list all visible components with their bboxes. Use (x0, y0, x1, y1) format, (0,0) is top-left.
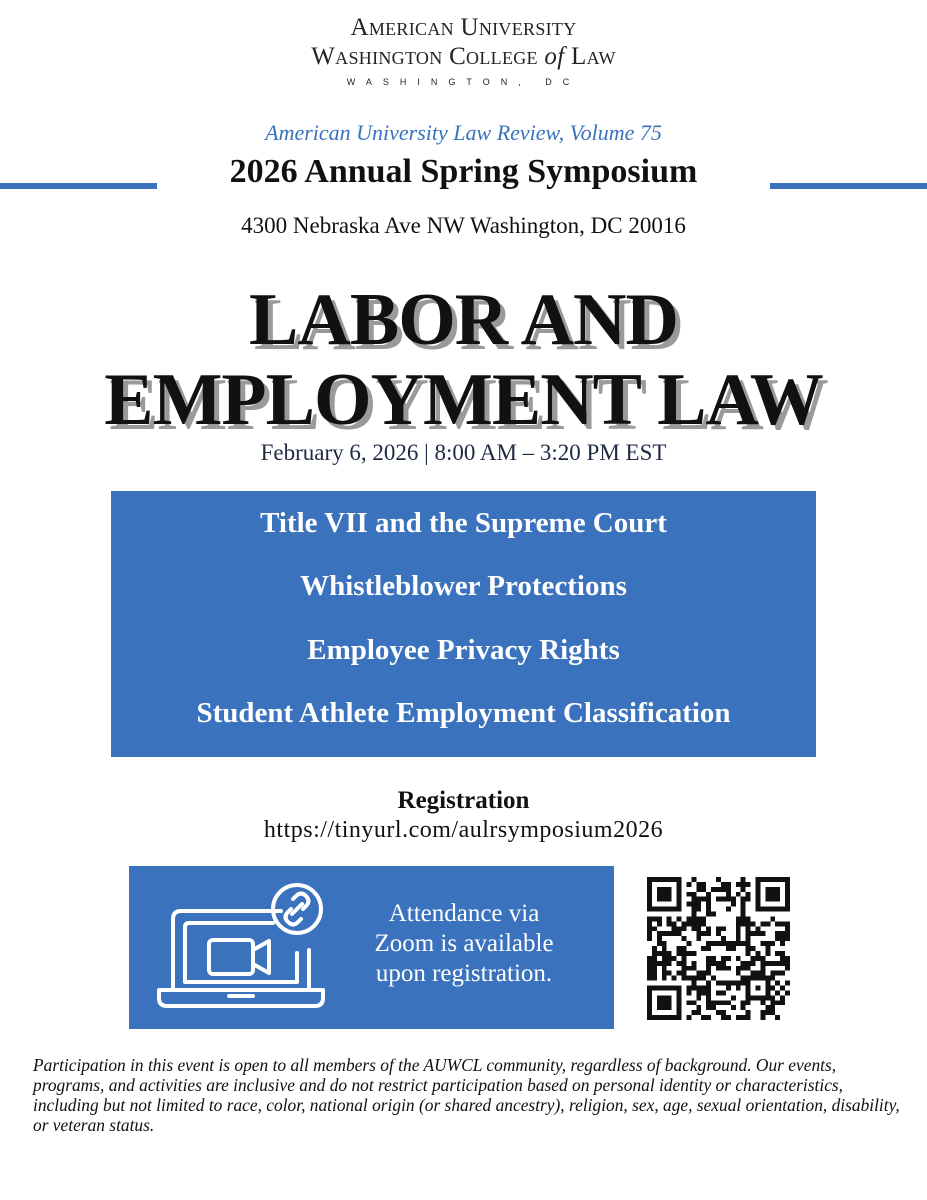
event-date-time: February 6, 2026 | 8:00 AM – 3:20 PM EST (260, 440, 667, 465)
registration-link[interactable]: https://tinyurl.com/aulrsymposium2026 (263, 817, 664, 843)
venue-address: 4300 Nebraska Ave NW Washington, DC 20016 (241, 213, 686, 238)
law-review-volume: American University Law Review, Volume 75 (265, 120, 662, 145)
topic-item: Title VII and the Supreme Court (260, 507, 667, 539)
topics-panel (111, 491, 816, 757)
inclusion-notice: Participation in this event is open to all members of the AUWCL community, regardless of background. Our events, programs, and activities are inclusive and do not restrict participation based on personal identity or characteristics, including but not limited to race, color, national origin (or shared ancestry), religion, sex, age, sexual orientation, disability, or veteran status. (33, 1055, 900, 1135)
qr-code-icon[interactable] (647, 877, 790, 1020)
topic-item: Whistleblower Protections (300, 570, 627, 602)
registration-label: Registration (397, 787, 530, 814)
symposium-title-text: 2026 Annual Spring Symposium (216, 153, 712, 190)
logo-college-of: of (544, 43, 565, 70)
logo-college-main: Washington College (311, 43, 538, 70)
zoom-text-line-1: Attendance via (388, 900, 540, 927)
topic-item: Employee Privacy Rights (307, 634, 620, 666)
headline-line-2: EMPLOYMENT LAW (104, 359, 823, 441)
topic-item: Student Athlete Employment Classification (196, 697, 731, 729)
logo-location: WASHINGTON, DC (346, 77, 581, 87)
zoom-attendance-panel (129, 866, 614, 1029)
laptop-video-link-icon (151, 878, 331, 1023)
symposium-row (0, 153, 927, 197)
symposium-title (0, 153, 927, 191)
zoom-attendance-text (334, 899, 594, 989)
headline-line-1: LABOR AND (249, 279, 678, 361)
logo-college-name (0, 43, 927, 71)
event-headline (0, 280, 927, 440)
zoom-text-line-3: upon registration. (375, 960, 553, 987)
logo-university-name: American University (350, 14, 577, 41)
logo-college-end: Law (571, 43, 616, 70)
zoom-text-line-2: Zoom is available (374, 930, 554, 957)
